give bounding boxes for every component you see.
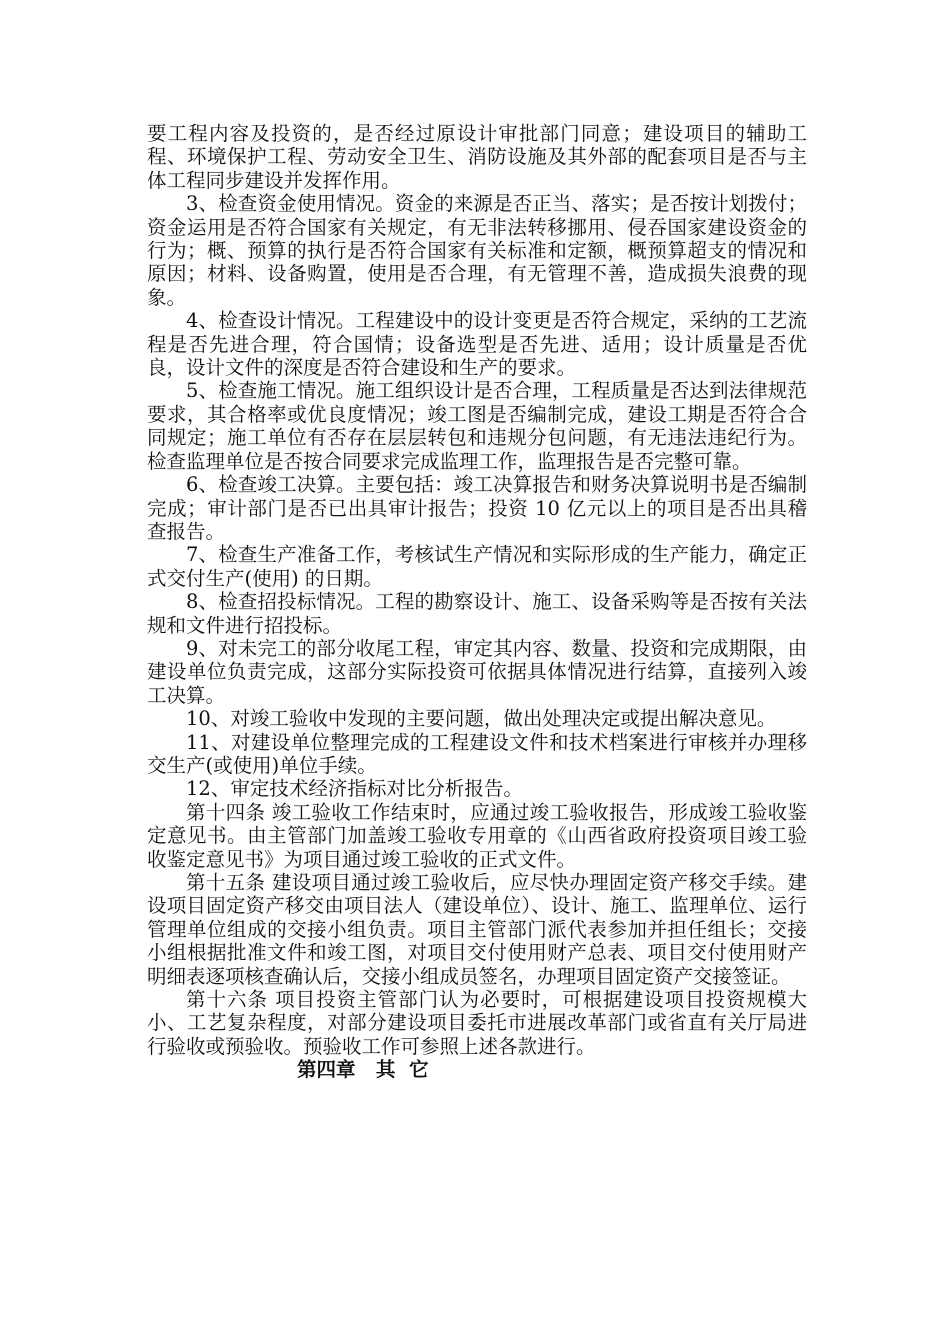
paragraph-item-4-design: 4、检查设计情况。工程建设中的设计变更是否符合规定，采纳的工艺流程是否先进合理，符合国情；设备选型是否先进、适用；设计质量是否优良，设计文件的深度是否符合建设和生产的要求。 [147,309,807,380]
paragraph-item-10-issues: 10、对竣工验收中发现的主要问题，做出处理决定或提出解决意见。 [186,707,777,731]
paragraph-article-14: 第十四条 竣工验收工作结束时，应通过竣工验收报告，形成竣工验收鉴定意见书。由主管部门加盖竣工验收专用章的《山西省政府投资项目竣工验收鉴定意见书》为项目通过竣工验收的正式文件。 [147,800,807,871]
paragraph-item-9-unfinished-works: 9、对未完工的部分收尾工程，审定其内容、数量、投资和完成期限，由建设单位负责完成，这部分实际投资可依据具体情况进行结算，直接列入竣工决算。 [147,636,807,707]
paragraph-item-5-construction: 5、检查施工情况。施工组织设计是否合理，工程质量是否达到法律规范要求，其合格率或优良度情况；竣工图是否编制完成，建设工期是否符合合同规定；施工单位有否存在层层转包和违规分包问题，有无违法违纪行为。检查监理单位是否按合同要求完成监理工作，监理报告是否完整可靠。 [147,379,807,473]
paragraph-item-12-indicators: 12、审定技术经济指标对比分析报告。 [186,777,523,801]
chapter-heading: 第四章 其 它 [297,1058,429,1082]
paragraph-item-7-production-prep: 7、检查生产准备工作，考核试生产情况和实际形成的生产能力，确定正式交付生产(使用) 的日期。 [147,543,807,590]
document-body [147,122,807,1082]
paragraph-item-8-bidding: 8、检查招投标情况。工程的勘察设计、施工、设备采购等是否按有关法规和文件进行招投标。 [147,590,807,637]
paragraph-article-15: 第十五条 建设项目通过竣工验收后，应尽快办理固定资产移交手续。建设项目固定资产移交由项目法人（建设单位）、设计、施工、监理单位、运行管理单位组成的交接小组负责。项目主管部门派代表参加并担任组长；交接小组根据批准文件和竣工图，对项目交付使用财产总表、项目交付使用财产明细表逐项核查确认后，交接小组成员签名，办理项目固定资产交接签证。 [147,871,807,988]
paragraph-article-16: 第十六条 项目投资主管部门认为必要时，可根据建设项目投资规模大小、工艺复杂程度，对部分建设项目委托市进展改革部门或省直有关厅局进行验收或预验收。预验收工作可参照上述各款进行。 [147,988,807,1058]
paragraph-item-3-funds: 3、检查资金使用情况。资金的来源是否正当、落实；是否按计划拨付；资金运用是否符合国家有关规定，有无非法转移挪用、侵吞国家建设资金的行为；概、预算的执行是否符合国家有关标准和定额，概预算超支的情况和原因；材料、设备购置，使用是否合理，有无管理不善，造成损失浪费的现象。 [147,192,807,309]
paragraph-item-6-final-accounts: 6、检查竣工决算。主要包括：竣工决算报告和财务决算说明书是否编制完成；审计部门是否已出具审计报告；投资 10 亿元以上的项目是否出具稽查报告。 [147,473,807,543]
paragraph-item-11-archives: 11、对建设单位整理完成的工程建设文件和技术档案进行审核并办理移交生产(或使用)单位手续。 [147,730,807,777]
paragraph-continuation: 要工程内容及投资的，是否经过原设计审批部门同意；建设项目的辅助工程、环境保护工程、劳动安全卫生、消防设施及其外部的配套项目是否与主体工程同步建设并发挥作用。 [147,122,807,192]
